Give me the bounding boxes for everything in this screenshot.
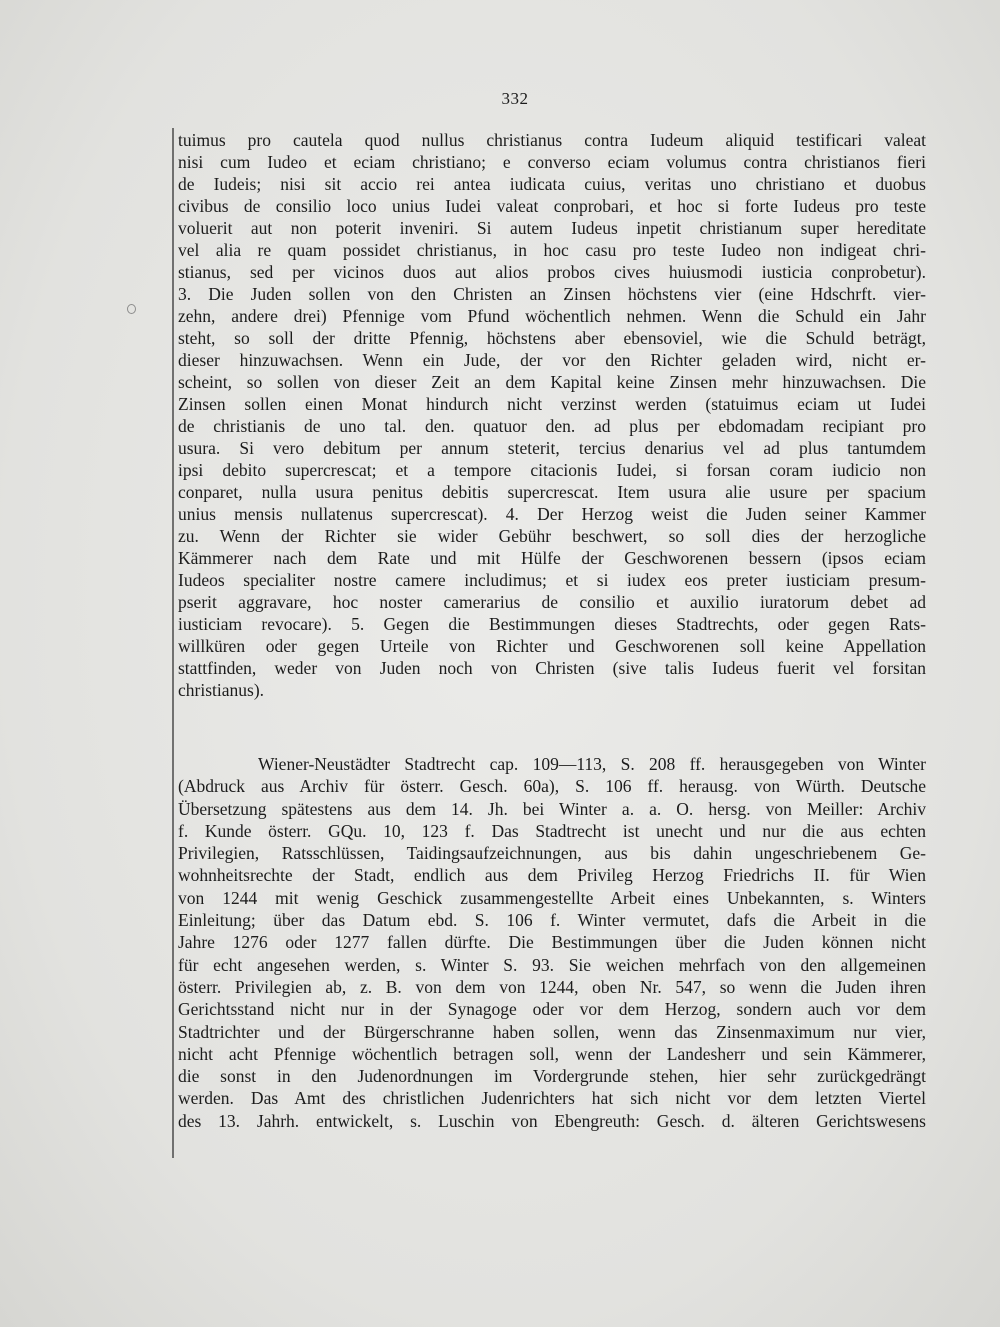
margin-circle-mark [127,304,136,314]
text-line: österr. Privilegien ab, z. B. von dem von 1244, oben Nr. 547, so wenn die Juden ihren [178,976,926,997]
text-line: Jahre 1276 oder 1277 fallen dürfte. Die Bestimmungen über die Juden können nicht [178,932,926,953]
margin-rule [172,128,174,1158]
text-line: tuimus pro cautela quod nullus christianus contra Iudeum aliquid testificari valeat [178,130,926,150]
text-line: von 1244 mit wenig Geschick zusammengestellte Arbeit eines Unbekannten, s. Winters [178,887,926,908]
text-line: vel alia re quam possidet christianus, in hoc casu pro teste Iudeo non indigeat chri- [178,240,926,260]
text-line: Stadtrichter und der Bürgerschranne haben sollen, wenn das Zinsenmaximum nur vier, [178,1021,926,1042]
text-line: stattfinden, weder von Juden noch von Christen (sive talis Iudeus fuerit vel forsitan [178,658,926,678]
text-line: voluerit aut non poterit inveniri. Si autem Iudeus inpetit christianum super hereditate [178,218,926,238]
text-line: civibus de consilio loco unius Iudei valeat conprobari, et hoc si forte Iudeus pro teste [178,196,926,216]
text-line: de Iudeis; nisi sit accio rei antea iudicata cuius, veritas uno christiano et duobus [178,174,926,194]
paragraph-commentary [178,753,926,1132]
text-line: werden. Das Amt des christlichen Judenrichters hat sich nicht vor dem letzten Viertel [178,1088,926,1109]
text-line: conparet, nulla usura penitus debitis supercrescat. Item usura alie usure per spacium [178,482,926,502]
text-line: nicht acht Pfennige wöchentlich betragen soll, wenn der Landesherr und sein Kämmerer, [178,1043,926,1064]
text-line: Kämmerer nach dem Rate und mit Hülfe der Geschworenen bessern (ipsos eciam [178,548,926,568]
text-line: ipsi debito supercrescat; et a tempore citacionis Iudei, si forsan coram iudicio non [178,460,926,480]
text-line: scheint, so sollen von dieser Zeit an dem Kapital keine Zinsen mehr hinzuwachsen. Die [178,372,926,392]
text-line: des 13. Jahrh. entwickelt, s. Luschin von Ebengreuth: Gesch. d. älteren Gerichtswesens [178,1110,926,1131]
text-line: Iudeos specialiter nostre camere includimus; et si iudex eos preter iusticiam presum- [178,570,926,590]
text-line: für echt angesehen werden, s. Winter S. 93. Sie weichen mehrfach von den allgemeinen [178,954,926,975]
text-line: Zinsen sollen einen Monat hindurch nicht verzinst werden (statuimus eciam ut Iudei [178,394,926,414]
text-line: usura. Si vero debitum per annum steterit, tercius denarius vel ad plus tantumdem [178,438,926,458]
text-line: wohnheitsrechte der Stadt, endlich aus dem Privileg Herzog Friedrichs II. für Wien [178,865,926,886]
text-line: de christianis de uno tal. den. quatuor den. ad plus per ebdomadam recipiant pro [178,416,926,436]
text-line: (Abdruck aus Archiv für österr. Gesch. 60a), S. 106 ff. herausg. von Würth. Deutsche [178,776,926,797]
text-line: Wiener-Neustädter Stadtrecht cap. 109—113, S. 208 ff. herausgegeben von Winter [258,754,926,774]
text-line: Gerichtsstand nicht nur in der Synagoge oder vor dem Herzog, sondern auch vor dem [178,999,926,1020]
text-line: iusticiam revocare). 5. Gegen die Bestimmungen dieses Stadtrechts, oder gegen Rats- [178,614,926,634]
text-line: Einleitung; über das Datum ebd. S. 106 f. Winter vermutet, dafs die Arbeit in die [178,910,926,931]
text-line: Privilegien, Ratsschlüssen, Taidingsaufzeichnungen, aus bis dahin ungeschriebenem Ge- [178,843,926,864]
page-number: 332 [501,89,529,108]
text-line: stianus, sed per vicinos duos aut alios probos cives huiusmodi iusticia conprobetur). [178,262,926,282]
text-line: f. Kunde österr. GQu. 10, 123 f. Das Stadtrecht ist unecht und nur die aus echten [178,820,926,841]
text-line: Übersetzung spätestens aus dem 14. Jh. bei Winter a. a. O. hersg. von Meiller: Archiv [178,798,926,819]
text-line: christianus). [178,680,265,700]
text-line: zu. Wenn der Richter sie wider Gebühr beschwert, so soll dies der herzogliche [178,526,926,546]
text-line: dieser hinzuwachsen. Wenn ein Jude, der vor den Richter geladen wird, nicht er- [178,350,926,370]
text-line: nisi cum Iudeo et eciam christiano; e converso eciam volumus contra christianos fieri [178,152,926,172]
text-line: zehn, andere drei) Pfennige vom Pfund wöchentlich nehmen. Wenn die Schuld ein Jahr [178,306,926,326]
text-line: pserit aggravare, hoc noster camerarius de consilio et auxilio iuratorum debet ad [178,592,926,612]
paragraph-statute-text [178,129,926,701]
text-line: 3. Die Juden sollen von den Christen an Zinsen höchstens vier (eine Hdschrft. vier- [178,284,926,304]
text-line: steht, so soll der dritte Pfennig, höchstens aber ebensoviel, wie die Schuld beträgt, [178,328,926,348]
text-line: willküren oder gegen Urteile von Richter und Geschworenen soll keine Appellation [178,636,926,656]
text-line: unius mensis nullatenus supercrescat). 4. Der Herzog weist die Juden seiner Kammer [178,504,926,524]
text-line: die sonst in den Judenordnungen im Vordergrunde stehen, hier sehr zurückgedrängt [178,1066,926,1087]
